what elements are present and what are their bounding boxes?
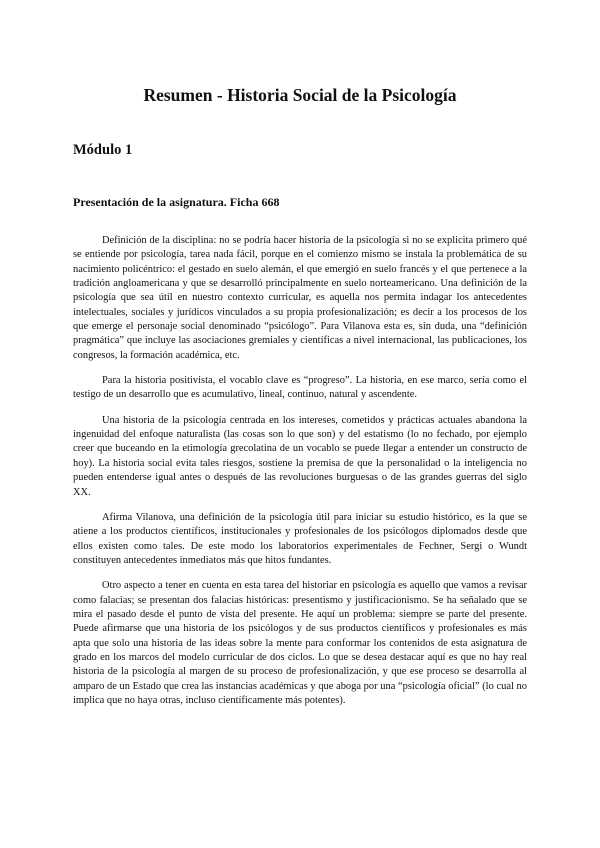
module-heading: Módulo 1	[73, 142, 133, 158]
paragraph-vilanova: Afirma Vilanova, una definición de la psicología útil para iniciar su estudio histórico, es la que se atiene a los productos científicos, institucionales y profesionales de los psicólogos diplomados desde que ellos existen como tales. De este modo los laboratorios experimentales de Fechner, Sergi o Wundt constituyen antecedentes inmediatos más que hitos fundantes.	[73, 511, 527, 566]
section-heading: Presentación de la asignatura. Ficha 668	[73, 195, 280, 209]
paragraph-falacias: Otro aspecto a tener en cuenta en esta tarea del historiar en psicología es aquello que vamos a revisar como falacias; se presentan dos falacias históricas: presentismo y justificacionismo. Se ha señalado que se mira el pasado desde el punto de vista del presente. He aquí un problema: siempre se parte del presente. Puede afirmarse que una historia de los psicólogos y de sus productos científicos y profesionales es más apta que solo una historia de las ideas sobre la mente para conformar los contenidos de esta asignatura de grado en los marcos del modelo curricular de dos ciclos. Lo que se desea destacar aquí es que no hay real historia de la psicología al margen de su proceso de profesionalización, y que ese proceso se desarrolla al amparo de un Estado que crea las instancias académicas y que aboga por una “psicología oficial” (lo cual no implica que no haya otras, incluso científicamente más potentes).	[73, 580, 527, 706]
paragraph-historia-social: Una historia de la psicología centrada en los intereses, cometidos y prácticas actuales abandona la ingenuidad del enfoque naturalista (las cosas son lo que son) y del estatismo (lo no fechado, por ejemplo creer que buceando en la etimología grecolatina de un vocablo se puede llegar a entender un constructo de hoy). La historia social evita tales riesgos, sostiene la premisa de que la personalidad o la inteligencia no pueden entenderse igual antes o después de las revoluciones burguesas o de las grandes guerras del siglo XX.	[73, 414, 527, 498]
paragraph-definicion: Definición de la disciplina: no se podría hacer historia de la psicología si no se explicita primero qué se entiende por psicología, tarea nada fácil, porque en el comienzo mismo se instala la problemática de su nacimiento policéntrico: el gestado en suelo alemán, el que emergió en suelo francés y el que pertenece a la tradición angloamericana y que se desarrolló principalmente en suelo norteamericano. Una definición de la psicología que sea útil en nuestro contexto curricular, es aquella nos permita indagar los antecedentes intelectuales, sociales y jurídicos vinculados a su propia profesionalización; es decir a los procesos de los que emerge el personaje social denominado “psicólogo”. Para Vilanova esta es, sin duda, una “definición pragmática” que incluye las asociaciones gremiales y científicas a nivel internacional, las publicaciones, los congresos, la formación académica, etc.	[73, 235, 527, 361]
paragraph-historia-positivista: Para la historia positivista, el vocablo clave es “progreso”. La historia, en ese marco, sería como el testigo de un desarrollo que es acumulativo, lineal, continuo, natural y ascendente.	[73, 375, 527, 401]
body-text	[73, 234, 527, 719]
document-title: Resumen - Historia Social de la Psicología	[143, 85, 457, 105]
